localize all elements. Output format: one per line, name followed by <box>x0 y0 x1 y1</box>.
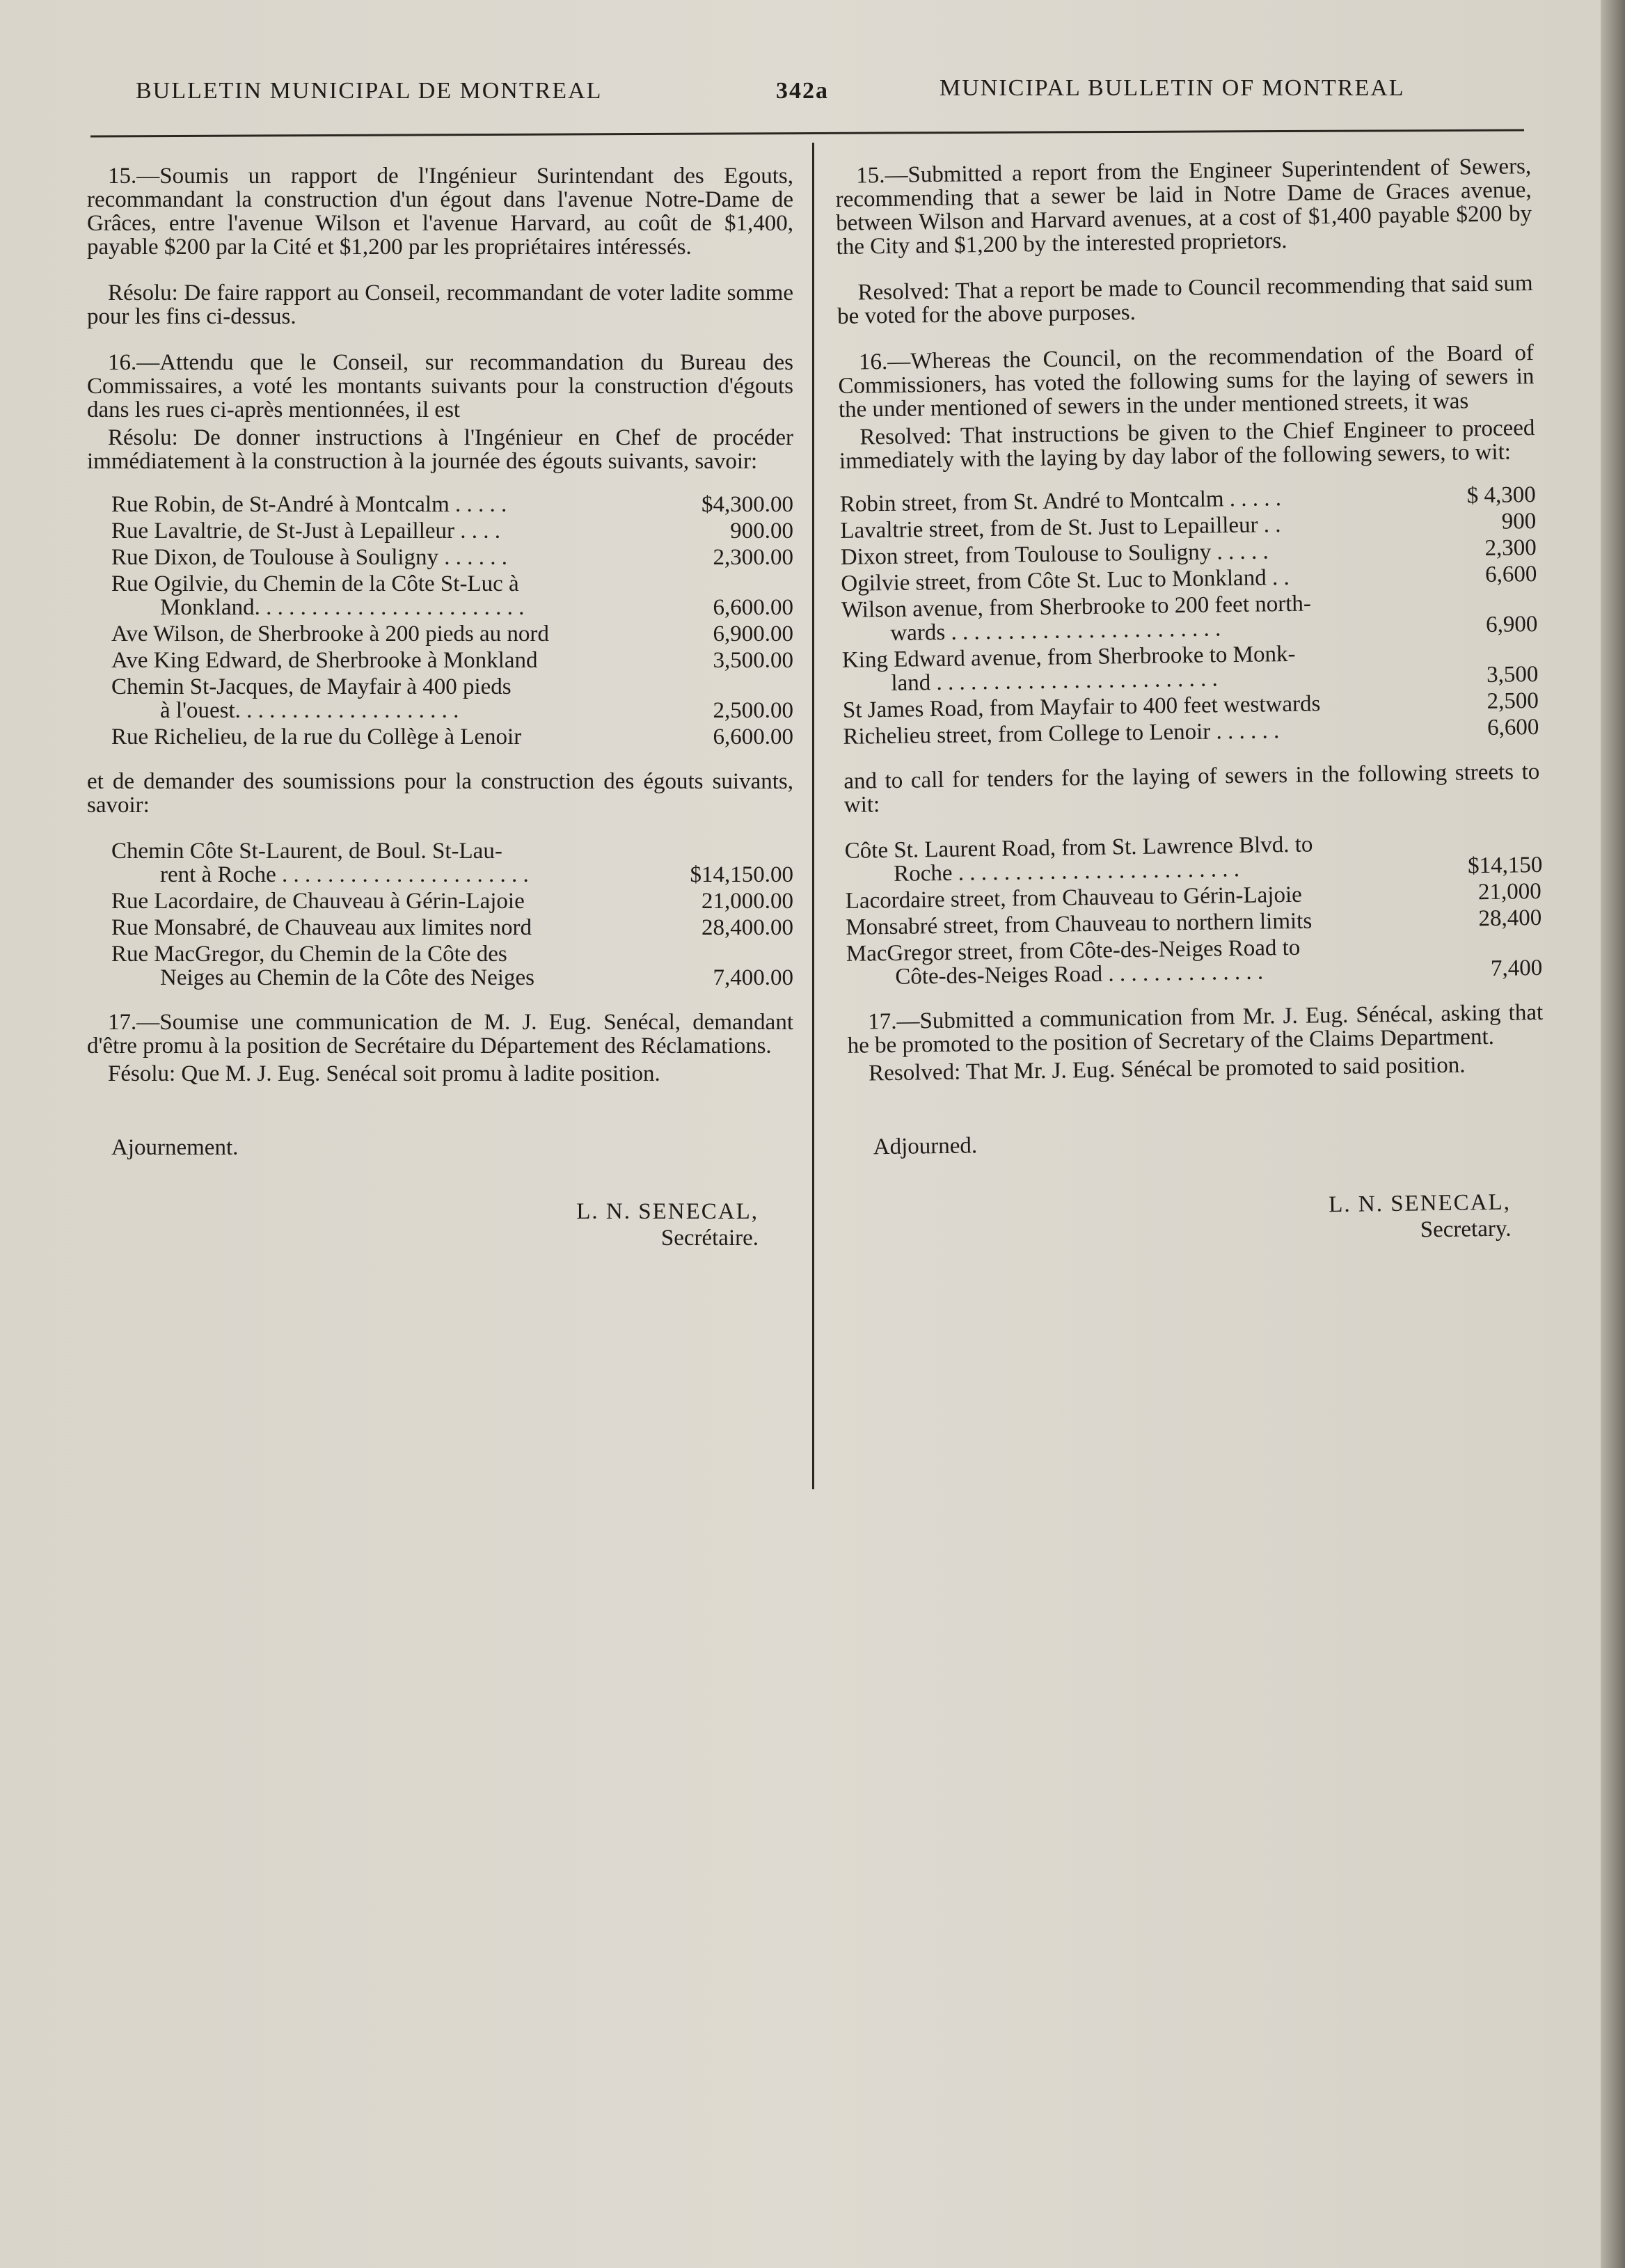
street-description <box>111 493 689 516</box>
street-text: Rue MacGregor, du Chemin de la Côte des <box>111 942 507 967</box>
page-number: 342a <box>776 78 829 104</box>
resolution-17-en: Resolved: That Mr. J. Eug. Sénécal be promoted to said position. <box>868 1052 1466 1086</box>
resolution-16-fr: Résolu: De donner instructions à l'Ingénieur en Chef de procéder immédiatement à la construction à la journée des égouts suivants, savoir: <box>87 425 793 474</box>
street-text-continued: rent à Roche . . . . . . . . . . . . . . . . . . . . . . <box>160 862 529 887</box>
street-text: Ave King Edward, de Sherbrooke à Monkland <box>111 648 538 673</box>
item-15-en: 15.—Submitted a report from the Engineer Superintendent of Sewers, recommending that a sewer be laid in Notre Dame de Graces avenue, between Wilson and Harvard avenues, at a cost of $1,400 payable $200 by the City and $1,200 by the interested proprietors. <box>835 154 1532 260</box>
street-text-continued: Côte-des-Neiges Road . . . . . . . . . . . . . . <box>895 959 1264 990</box>
street-text: Côte St. Laurent Road, from St. Lawrence Blvd. to <box>844 832 1313 864</box>
column-divider <box>812 143 814 1489</box>
signature-role-fr: Secrétaire. <box>660 1226 759 1251</box>
street-text: Monsabré street, from Chauveau to northern limits <box>846 908 1313 940</box>
sewer-list-item <box>842 639 1539 696</box>
header-english-title: MUNICIPAL BULLETIN OF MONTREAL <box>940 75 1405 101</box>
sewer-list-item <box>846 933 1543 990</box>
amount: 28,400.00 <box>701 915 793 940</box>
street-description <box>111 916 689 939</box>
street-description <box>111 675 689 722</box>
amount: $ 4,300 <box>1466 482 1536 509</box>
amount: $14,150 <box>1467 852 1543 879</box>
street-text: St James Road, from Mayfair to 400 feet westwards <box>842 691 1321 723</box>
amount: 6,600 <box>1487 714 1539 740</box>
sewer-list-item <box>87 546 793 569</box>
street-text: Rue Lavaltrie, de St-Just à Lepailleur . . . . <box>111 518 501 544</box>
street-description <box>842 640 1466 695</box>
street-text: Robin street, from St. André to Montcalm . . . . . <box>839 486 1282 517</box>
tenders-intro-en: and to call for tenders for the laying of sewers in the following streets to wit: <box>843 759 1540 818</box>
street-text: Rue Dixon, de Toulouse à Souligny . . . . . . <box>111 545 508 570</box>
street-text-continued: wards . . . . . . . . . . . . . . . . . . . . . . . . <box>890 616 1221 646</box>
item-17-fr: 17.—Soumise une communication de M. J. Eug. Senécal, demandant d'être promu à la position de Secrétaire du Département des Réclamations. <box>87 1010 793 1058</box>
street-description <box>845 830 1468 886</box>
street-text: Ave Wilson, de Sherbrooke à 200 pieds au nord <box>111 621 549 647</box>
amount: 900.00 <box>730 518 793 544</box>
street-text-continued: Roche . . . . . . . . . . . . . . . . . . . . . . . . . <box>893 856 1240 887</box>
amount: 21,000.00 <box>701 889 793 914</box>
sewer-list-item <box>87 942 793 990</box>
amount: 7,400.00 <box>713 965 793 990</box>
street-text: Rue Robin, de St-André à Montcalm . . . . . <box>111 492 507 517</box>
amount: $14,150.00 <box>690 862 793 887</box>
street-description <box>841 589 1465 645</box>
amount: 6,900 <box>1485 611 1538 638</box>
amount: 7,400 <box>1490 955 1543 981</box>
french-column <box>87 164 793 1250</box>
street-description <box>111 725 689 749</box>
amount: 3,500.00 <box>713 648 793 673</box>
street-description <box>111 622 689 646</box>
item-15-fr: 15.—Soumis un rapport de l'Ingénieur Surintendant des Egouts, recommandant la construction d'un égout dans l'avenue Notre-Dame de Grâces, entre l'avenue Wilson et l'avenue Harvard, au coût de $1,400, payable $200 par la Cité et $1,200 par les propriétaires intéressés. <box>87 164 793 260</box>
amount: 2,300.00 <box>713 545 793 570</box>
resolution-16-en: Resolved: That instructions be given to the Chief Engineer to proceed immediately with the laying by day labor of the following sewers, to wit: <box>839 415 1535 474</box>
amount: 6,600 <box>1484 561 1537 588</box>
resolution-15-en: Resolved: That a report be made to Council recommending that said sum be voted for the above purposes. <box>837 271 1533 329</box>
resolution-17-fr: Fésolu: Que M. J. Eug. Senécal soit promu à ladite position. <box>108 1061 660 1086</box>
sewer-list-item <box>87 622 793 646</box>
street-text: Lacordaire street, from Chauveau to Gérin-Lajoie <box>845 882 1303 914</box>
tenders-list-fr <box>87 839 793 990</box>
english-column <box>835 154 1546 1250</box>
street-text: Rue Lacordaire, de Chauveau à Gérin-Lajoie <box>111 889 525 914</box>
street-description <box>111 942 689 990</box>
sewer-list-item <box>87 572 793 619</box>
street-text-continued: land . . . . . . . . . . . . . . . . . . . . . . . . . <box>891 666 1218 696</box>
street-description <box>111 839 689 887</box>
street-description <box>111 889 689 913</box>
street-description <box>111 519 689 543</box>
amount: 3,500 <box>1486 661 1539 688</box>
amount: 28,400 <box>1478 905 1542 932</box>
amount: 2,300 <box>1484 534 1537 562</box>
day-labor-list-fr <box>87 493 793 749</box>
street-text: Rue Monsabré, de Chauveau aux limites nord <box>111 915 532 940</box>
running-header <box>136 75 1493 113</box>
sewer-list-item <box>87 889 793 913</box>
sewer-list-item <box>841 589 1538 646</box>
street-text: Chemin Côte St-Laurent, de Boul. St-Lau- <box>111 839 502 864</box>
sewer-list-item <box>87 649 793 672</box>
street-text: Dixon street, from Toulouse to Souligny . . . . . <box>840 539 1269 570</box>
signature-block-en <box>850 1190 1546 1250</box>
signature-block-fr <box>87 1200 793 1250</box>
street-text-continued: Neiges au Chemin de la Côte des Neiges <box>160 965 534 990</box>
header-french-title: BULLETIN MUNICIPAL DE MONTREAL <box>136 78 603 104</box>
street-text: Chemin St-Jacques, de Mayfair à 400 pieds <box>111 674 512 699</box>
item-17-en: 17.—Submitted a communication from Mr. J. Eug. Sénécal, asking that he be promoted to the position of Secretary of the Claims Department. <box>847 999 1544 1058</box>
street-description <box>111 649 689 672</box>
street-text: Richelieu street, from College to Lenoir . . . . . . <box>843 718 1280 750</box>
book-spine-edge <box>1601 0 1625 2268</box>
sewer-list-item <box>87 519 793 543</box>
closing-en: Adjourned. <box>873 1133 978 1160</box>
amount: 6,900.00 <box>713 621 793 647</box>
day-labor-list-en <box>840 483 1539 749</box>
amount: 900 <box>1501 508 1537 534</box>
street-text-continued: à l'ouest. . . . . . . . . . . . . . . . . . . . <box>160 698 459 723</box>
signature-name-en: L. N. SENECAL, <box>1328 1189 1512 1218</box>
street-description <box>111 572 689 619</box>
street-text: Wilson avenue, from Sherbrooke to 200 feet north- <box>841 591 1312 623</box>
tenders-list-en <box>845 830 1543 990</box>
item-16-en: 16.—Whereas the Council, on the recommendation of the Board of Commissioners, has voted the following sums for the laying of sewers in the under mentioned of sewers in the under mentioned streets, it was <box>838 340 1535 422</box>
sewer-list-item <box>845 830 1541 887</box>
street-text: Lavaltrie street, from de St. Just to Lepailleur . . <box>840 512 1281 544</box>
closing-fr: Ajournement. <box>111 1135 239 1160</box>
amount: $4,300.00 <box>701 492 793 517</box>
street-text: Rue Richelieu, de la rue du Collège à Lenoir <box>111 724 522 750</box>
amount: 6,600.00 <box>713 724 793 750</box>
signature-name-fr: L. N. SENECAL, <box>576 1199 759 1224</box>
sewer-list-item <box>87 675 793 722</box>
resolution-15-fr: Résolu: De faire rapport au Conseil, recommandant de voter ladite somme pour les fins ci-dessus. <box>87 280 793 329</box>
sewer-list-item <box>87 916 793 939</box>
street-text: MacGregor street, from Côte-des-Neiges Road to <box>846 935 1301 967</box>
item-16-fr: 16.—Attendu que le Conseil, sur recommandation du Bureau des Commissaires, a voté les montants suivants pour la construction d'égouts dans les rues ci-après mentionnées, il est <box>87 350 793 422</box>
amount: 6,600.00 <box>713 595 793 620</box>
street-text: Rue Ogilvie, du Chemin de la Côte St-Luc à <box>111 571 519 596</box>
street-text: King Edward avenue, from Sherbrooke to Monk- <box>841 641 1296 673</box>
street-text-continued: Monkland. . . . . . . . . . . . . . . . . . . . . . . . <box>160 595 525 620</box>
amount: 2,500.00 <box>713 698 793 723</box>
street-text: Ogilvie street, from Côte St. Luc to Monkland . . <box>841 564 1290 596</box>
tenders-intro-fr: et de demander des soumissions pour la construction des égouts suivants, savoir: <box>87 769 793 818</box>
amount: 21,000 <box>1477 878 1541 905</box>
amount: 2,500 <box>1487 688 1539 714</box>
signature-role-en: Secretary. <box>1420 1216 1512 1243</box>
sewer-list-item <box>87 725 793 749</box>
street-description <box>111 546 689 569</box>
street-description <box>846 933 1470 989</box>
sewer-list-item <box>87 839 793 887</box>
sewer-list-item <box>87 493 793 516</box>
